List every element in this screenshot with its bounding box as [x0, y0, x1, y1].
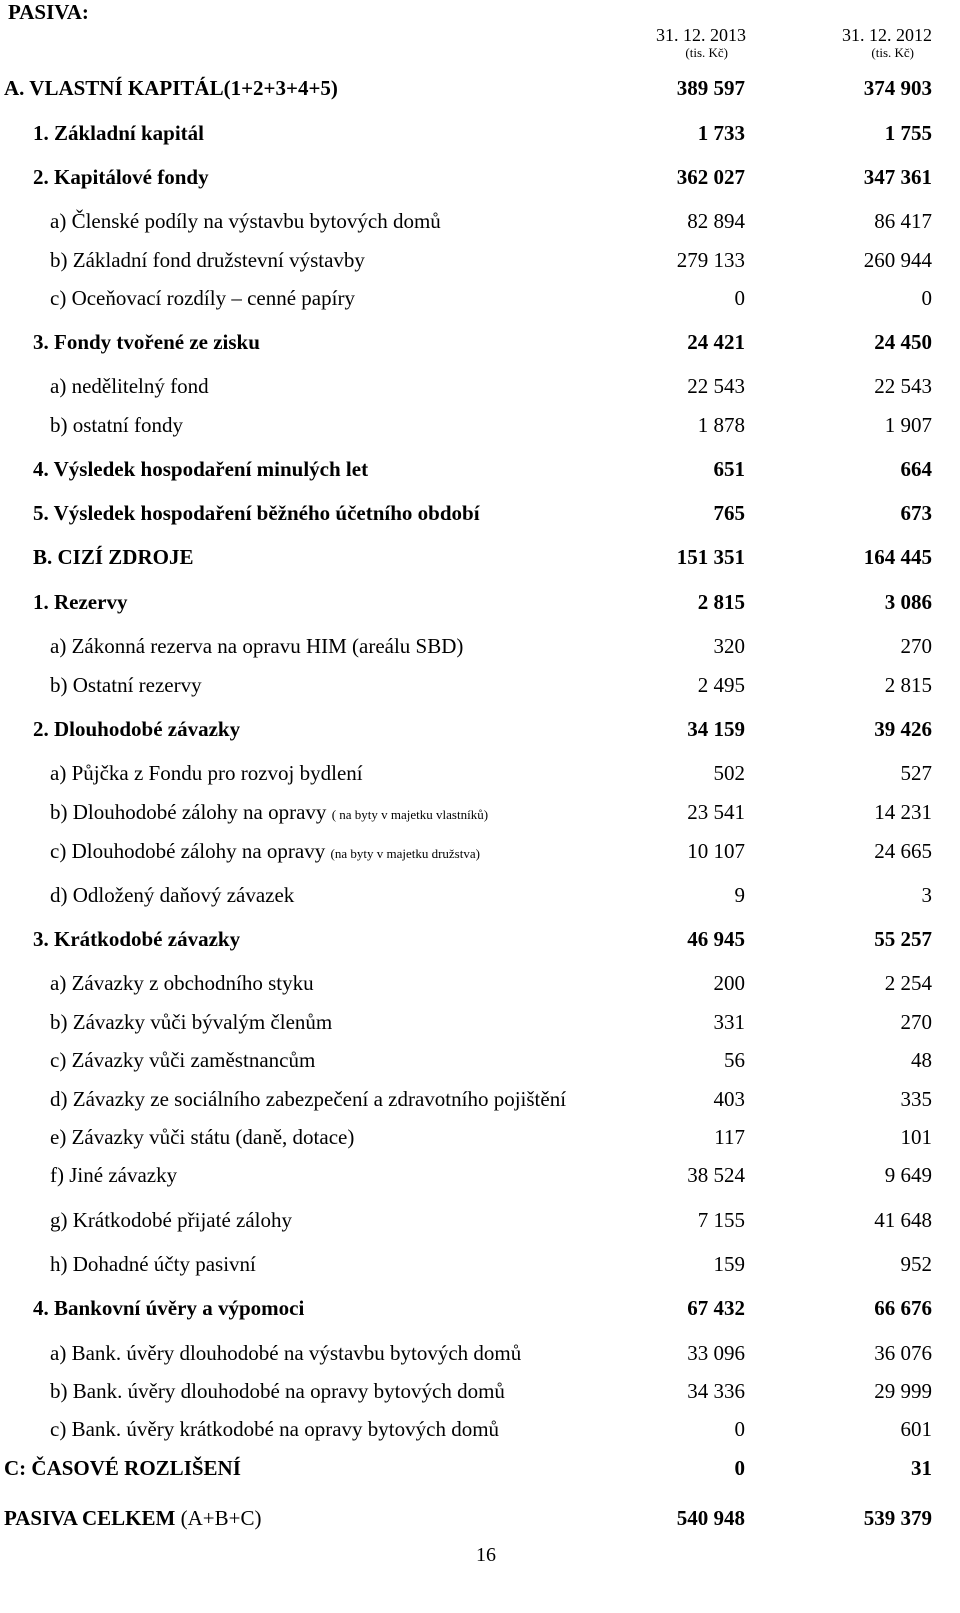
table-row — [0, 283, 960, 313]
value-2012: 164 445 — [863, 545, 932, 569]
value-2013: 0 — [734, 286, 745, 310]
value-2012: 66 676 — [874, 1296, 932, 1320]
row-label: b) ostatní fondy — [50, 413, 183, 437]
value-2012: 41 648 — [874, 1208, 932, 1232]
table-row — [0, 1160, 960, 1190]
value-2013: 34 336 — [687, 1379, 745, 1403]
value-2012: 270 — [900, 634, 932, 658]
value-2013: 117 — [714, 1125, 745, 1149]
page-number: 16 — [476, 1544, 496, 1566]
table-row — [0, 454, 960, 484]
table-row — [0, 1045, 960, 1075]
value-2013: 56 — [724, 1048, 745, 1072]
table-row — [0, 245, 960, 275]
value-2013: 23 541 — [687, 800, 745, 824]
table-row — [0, 542, 960, 572]
value-2012: 2 254 — [884, 971, 932, 995]
table-row — [0, 1205, 960, 1235]
row-label: b) Základní fond družstevní výstavby — [50, 248, 365, 272]
row-label: b) Ostatní rezervy — [50, 673, 202, 697]
table-row — [0, 836, 960, 866]
section-heading: PASIVA: — [8, 0, 89, 24]
table-row — [0, 968, 960, 998]
value-2012: 1 755 — [884, 121, 932, 145]
value-2013: 279 133 — [676, 248, 745, 272]
table-row — [0, 631, 960, 661]
value-2013: 151 351 — [676, 545, 745, 569]
value-2012: 952 — [900, 1252, 932, 1276]
row-label: c) Dlouhodobé zálohy na opravy — [50, 839, 326, 863]
row-label: 3. Fondy tvořené ze zisku — [33, 330, 260, 354]
value-2013: 159 — [713, 1252, 745, 1276]
value-2012: 31 — [911, 1456, 932, 1480]
value-2012: 9 649 — [884, 1163, 932, 1187]
table-row — [0, 1453, 960, 1483]
row-label: 4. Výsledek hospodaření minulých let — [33, 457, 369, 481]
table-row — [0, 797, 960, 827]
value-2012: 1 907 — [884, 413, 932, 437]
value-2012: 36 076 — [874, 1341, 932, 1365]
row-label: 2. Kapitálové fondy — [33, 165, 209, 189]
value-2012: 0 — [921, 286, 932, 310]
row-label: a) Půjčka z Fondu pro rozvoj bydlení — [50, 761, 363, 785]
value-2013: 82 894 — [687, 209, 745, 233]
row-label: d) Odložený daňový závazek — [50, 883, 295, 907]
column-date: 31. 12. 2012 — [842, 25, 932, 45]
row-label: d) Závazky ze sociálního zabezpečení a zdravotního pojištění — [50, 1087, 567, 1111]
table-row — [0, 880, 960, 910]
column-header-2012 — [792, 24, 932, 60]
row-label: B. CIZÍ ZDROJE — [33, 545, 194, 569]
row-label: h) Dohadné účty pasivní — [50, 1252, 256, 1276]
table-row — [0, 371, 960, 401]
table-row — [0, 587, 960, 617]
row-label: a) Bank. úvěry dlouhodobé na výstavbu bytových domů — [50, 1341, 522, 1365]
row-label: A. VLASTNÍ KAPITÁL(1+2+3+4+5) — [4, 76, 338, 100]
value-2012: 601 — [900, 1417, 932, 1441]
table-row — [0, 118, 960, 148]
row-label: 1. Rezervy — [33, 590, 128, 614]
value-2013: 331 — [713, 1010, 745, 1034]
row-note: ( na byty v majetku vlastníků) — [331, 807, 489, 822]
row-label: b) Dlouhodobé zálohy na opravy — [50, 800, 327, 824]
row-label: c) Závazky vůči zaměstnancům — [50, 1048, 316, 1072]
value-2012: 673 — [900, 501, 932, 525]
row-label: 2. Dlouhodobé závazky — [33, 717, 241, 741]
row-label: 5. Výsledek hospodaření běžného účetního období — [33, 501, 480, 525]
row-label: a) Závazky z obchodního styku — [50, 971, 314, 995]
table-row — [0, 1249, 960, 1279]
value-2013: 389 597 — [676, 76, 745, 100]
row-label: a) Zákonná rezerva na opravu HIM (areálu SBD) — [50, 634, 464, 658]
row-label: PASIVA CELKEM — [4, 1506, 176, 1530]
row-label: g) Krátkodobé přijaté zálohy — [50, 1208, 292, 1232]
row-label: 3. Krátkodobé závazky — [33, 927, 241, 951]
value-2012: 55 257 — [874, 927, 932, 951]
table-row — [0, 670, 960, 700]
row-label: a) nedělitelný fond — [50, 374, 209, 398]
value-2013: 651 — [713, 457, 745, 481]
value-2012: 3 086 — [884, 590, 932, 614]
row-label: b) Závazky vůči bývalým členům — [50, 1010, 333, 1034]
table-row — [0, 162, 960, 192]
row-label: c) Bank. úvěry krátkodobé na opravy bytových domů — [50, 1417, 500, 1441]
value-2013: 34 159 — [687, 717, 745, 741]
value-2013: 67 432 — [687, 1296, 745, 1320]
table-row — [0, 1007, 960, 1037]
value-2013: 0 — [734, 1456, 745, 1480]
value-2013: 502 — [713, 761, 745, 785]
value-2012: 539 379 — [863, 1506, 932, 1530]
table-row — [0, 1338, 960, 1368]
column-header-2013 — [606, 24, 746, 60]
value-2012: 374 903 — [863, 76, 932, 100]
value-2013: 22 543 — [687, 374, 745, 398]
value-2013: 540 948 — [676, 1506, 745, 1530]
value-2013: 2 495 — [697, 673, 745, 697]
value-2013: 0 — [734, 1417, 745, 1441]
row-label: c) Oceňovací rozdíly – cenné papíry — [50, 286, 355, 310]
row-label: 4. Bankovní úvěry a výpomoci — [33, 1296, 305, 1320]
row-label: e) Závazky vůči státu (daně, dotace) — [50, 1125, 355, 1149]
table-row — [0, 1293, 960, 1323]
value-2013: 403 — [713, 1087, 745, 1111]
row-label: f) Jiné závazky — [50, 1163, 178, 1187]
value-2012: 2 815 — [884, 673, 932, 697]
table-row — [0, 498, 960, 528]
value-2012: 24 665 — [874, 839, 932, 863]
row-label: 1. Základní kapitál — [33, 121, 204, 145]
value-2012: 347 361 — [863, 165, 932, 189]
value-2013: 33 096 — [687, 1341, 745, 1365]
value-2012: 24 450 — [874, 330, 932, 354]
row-label: C: ČASOVÉ ROZLIŠENÍ — [4, 1456, 241, 1480]
value-2012: 22 543 — [874, 374, 932, 398]
value-2013: 1 733 — [697, 121, 745, 145]
table-row — [0, 1503, 960, 1533]
column-date: 31. 12. 2013 — [656, 25, 746, 45]
value-2013: 2 815 — [697, 590, 745, 614]
value-2013: 320 — [713, 634, 745, 658]
table-row — [0, 1376, 960, 1406]
value-2013: 9 — [734, 883, 745, 907]
value-2013: 765 — [713, 501, 745, 525]
value-2012: 3 — [921, 883, 932, 907]
row-label: a) Členské podíly na výstavbu bytových domů — [50, 209, 441, 233]
value-2012: 101 — [900, 1125, 932, 1149]
value-2012: 260 944 — [863, 248, 932, 272]
value-2012: 48 — [911, 1048, 932, 1072]
row-label: b) Bank. úvěry dlouhodobé na opravy bytových domů — [50, 1379, 505, 1403]
value-2012: 29 999 — [874, 1379, 932, 1403]
table-row — [0, 1414, 960, 1444]
value-2012: 664 — [900, 457, 932, 481]
table-row — [0, 1122, 960, 1152]
table-row — [0, 758, 960, 788]
column-unit: (tis. Kč) — [685, 45, 728, 60]
table-row — [0, 1084, 960, 1114]
value-2013: 38 524 — [687, 1163, 745, 1187]
table-row — [0, 327, 960, 357]
column-unit: (tis. Kč) — [871, 45, 914, 60]
value-2013: 362 027 — [676, 165, 745, 189]
value-2012: 39 426 — [874, 717, 932, 741]
value-2012: 527 — [900, 761, 932, 785]
table-row — [0, 206, 960, 236]
value-2013: 7 155 — [697, 1208, 745, 1232]
value-2013: 1 878 — [697, 413, 745, 437]
table-row — [0, 410, 960, 440]
row-note: (na byty v majetku družstva) — [330, 846, 480, 861]
table-row — [0, 924, 960, 954]
value-2012: 270 — [900, 1010, 932, 1034]
value-2012: 335 — [900, 1087, 932, 1111]
value-2013: 200 — [713, 971, 745, 995]
value-2013: 46 945 — [687, 927, 745, 951]
value-2012: 14 231 — [874, 800, 932, 824]
value-2013: 10 107 — [687, 839, 745, 863]
row-label-suffix: (A+B+C) — [175, 1506, 262, 1530]
table-row — [0, 73, 960, 103]
value-2012: 86 417 — [874, 209, 932, 233]
table-row — [0, 714, 960, 744]
value-2013: 24 421 — [687, 330, 745, 354]
